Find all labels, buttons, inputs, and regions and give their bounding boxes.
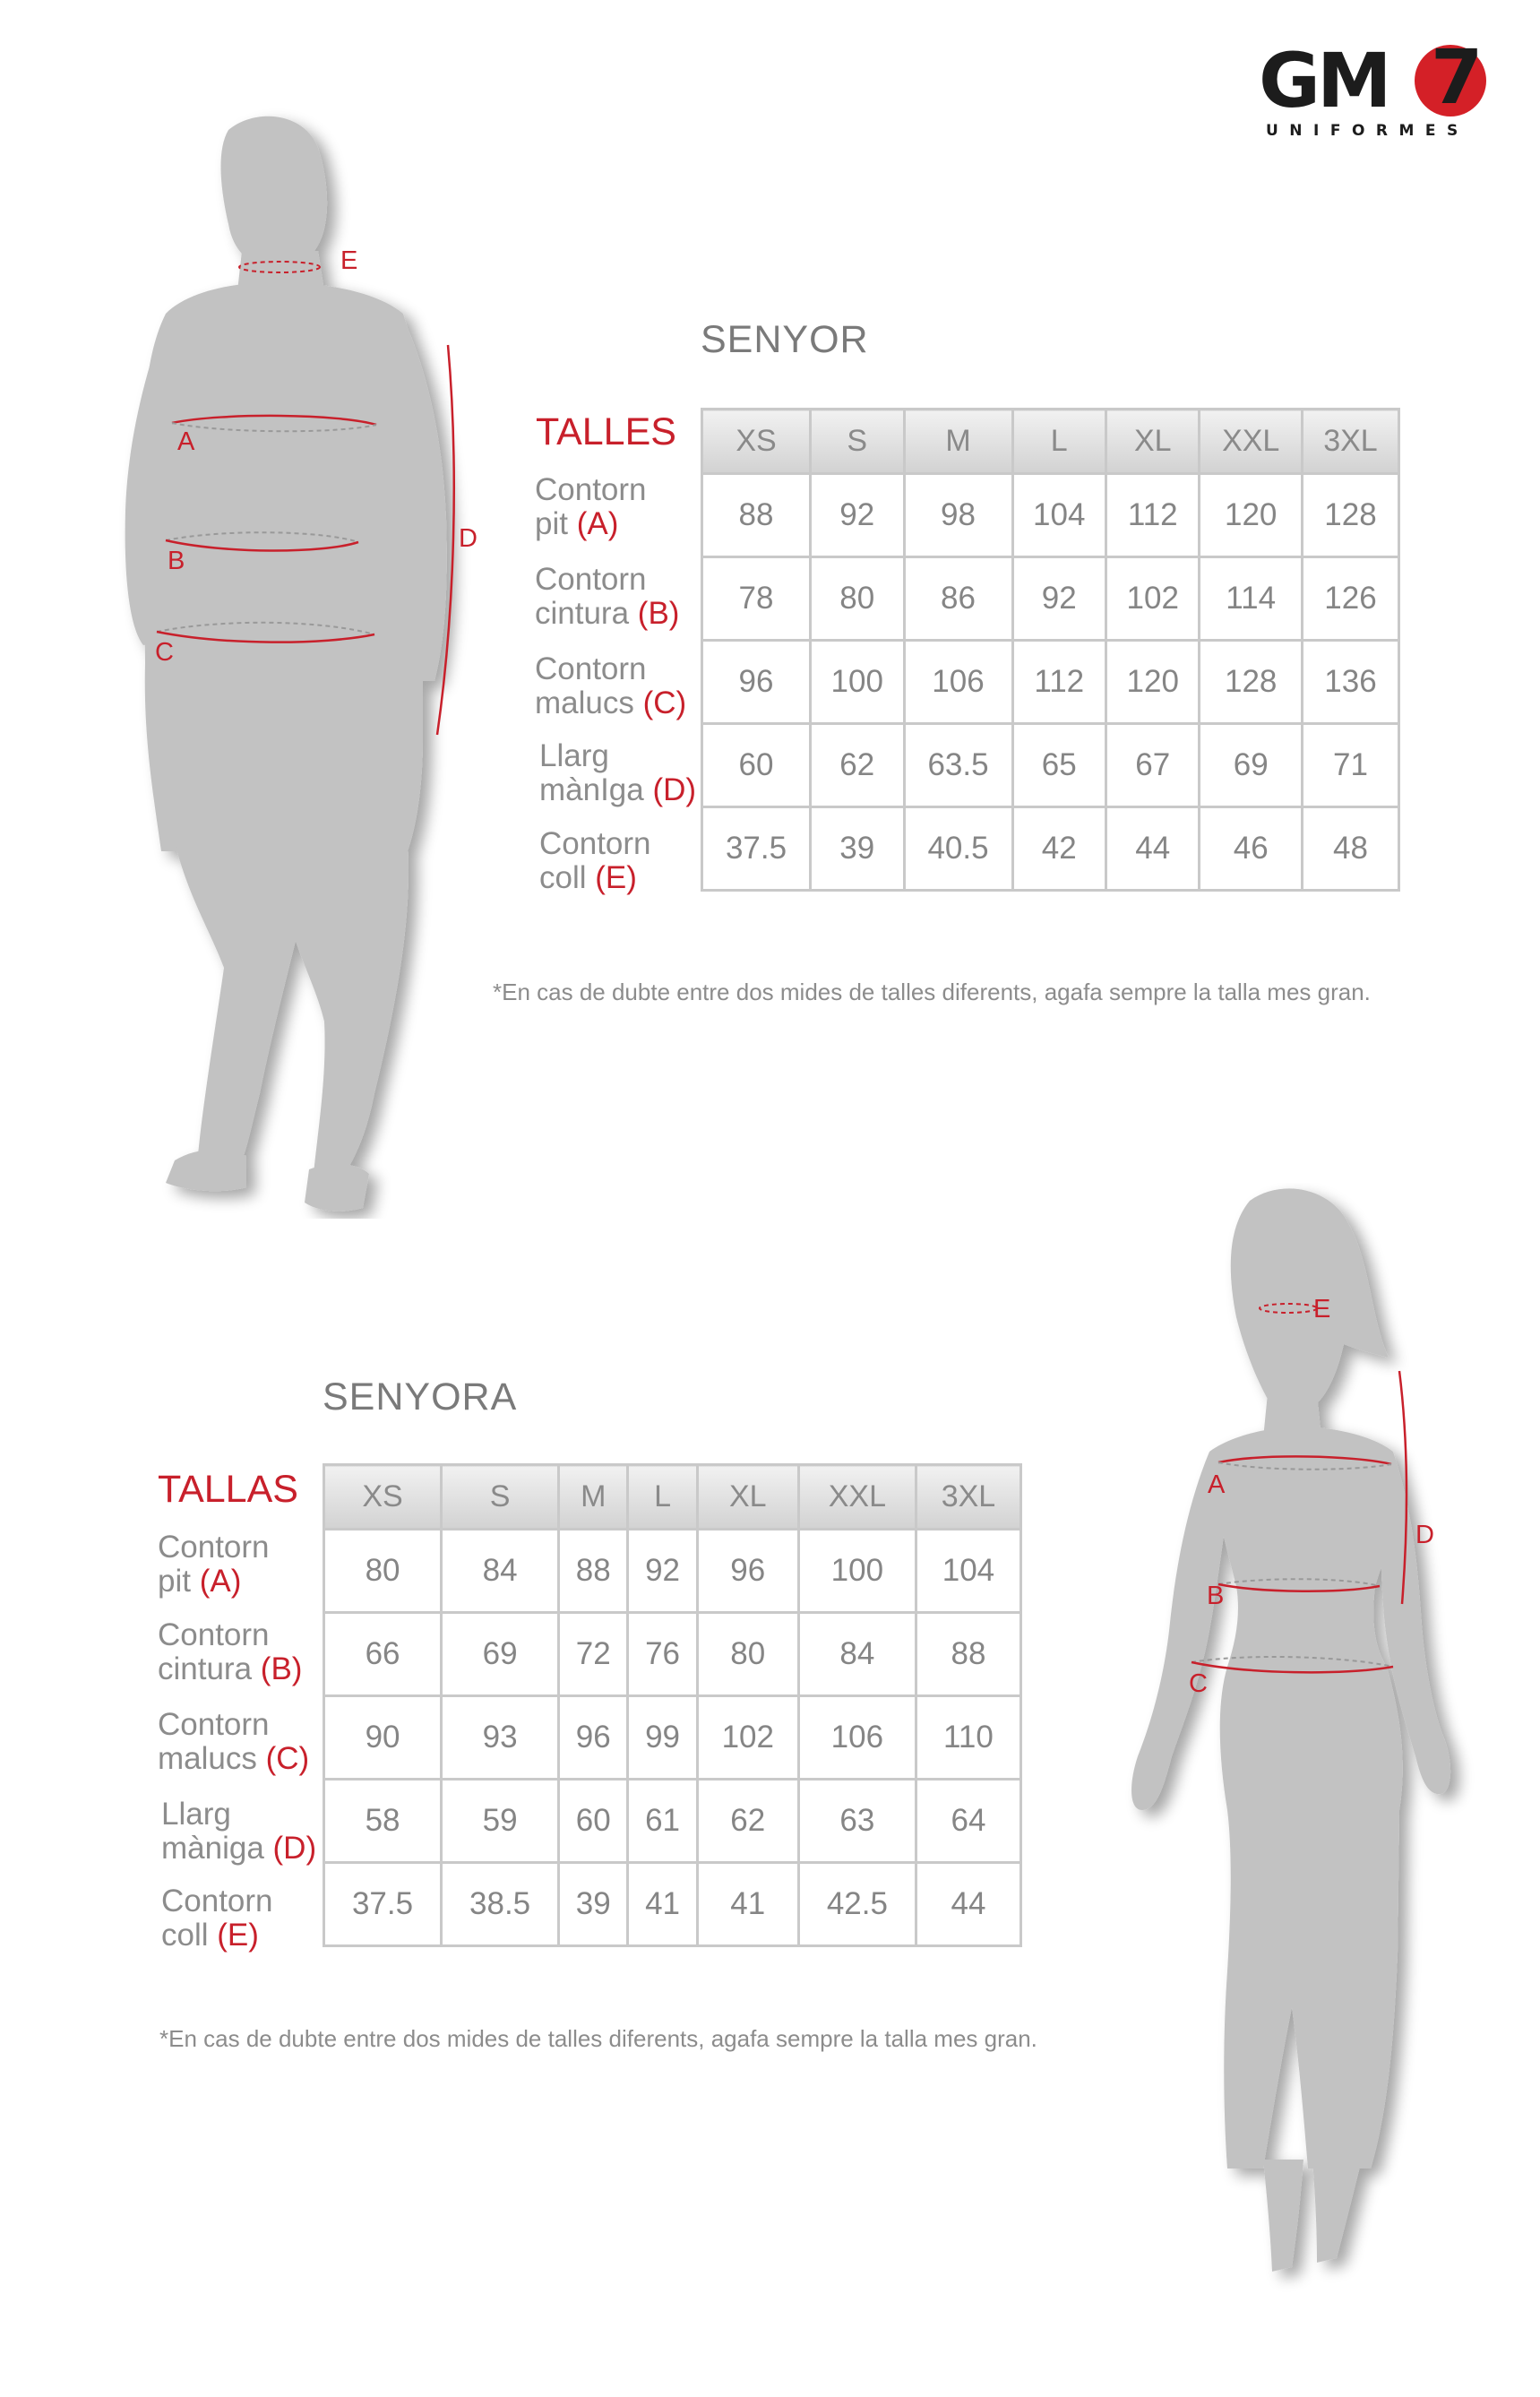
women-sizes-label: TALLAS (158, 1468, 298, 1511)
table-cell: 71 (1302, 724, 1398, 807)
table-cell: 42.5 (798, 1863, 916, 1946)
table-cell: 41 (697, 1863, 798, 1946)
women-size-table (323, 1463, 1022, 1947)
logo-gm-text: GM (1259, 37, 1389, 125)
table-cell: 104 (916, 1530, 1020, 1613)
male-figure-illustration (90, 108, 520, 1219)
female-label-b: B (1207, 1582, 1225, 1610)
women-col-l: L (628, 1465, 697, 1530)
table-cell: 37.5 (702, 807, 811, 891)
table-cell: 92 (811, 474, 904, 557)
table-cell: 96 (702, 641, 811, 724)
male-label-d: D (459, 524, 477, 553)
women-col-xl: XL (697, 1465, 798, 1530)
women-col-s: S (442, 1465, 559, 1530)
table-cell: 106 (904, 641, 1012, 724)
male-label-e: E (340, 246, 358, 275)
table-row (702, 474, 1399, 557)
women-row-label-sleeve: Llarg màniga (D) (161, 1797, 317, 1866)
table-cell: 62 (697, 1780, 798, 1863)
table-cell: 65 (1012, 724, 1106, 807)
table-cell: 96 (697, 1530, 798, 1613)
men-col-l: L (1012, 410, 1106, 474)
female-label-e: E (1313, 1295, 1331, 1324)
table-cell: 76 (628, 1613, 697, 1696)
women-col-3xl: 3XL (916, 1465, 1020, 1530)
table-cell: 40.5 (904, 807, 1012, 891)
men-section-title: SENYOR (701, 318, 869, 361)
logo-seven-badge: 7 (1415, 45, 1486, 116)
female-label-d: D (1415, 1521, 1434, 1549)
table-cell: 69 (1200, 724, 1302, 807)
men-col-xxl: XXL (1200, 410, 1302, 474)
men-col-xl: XL (1106, 410, 1200, 474)
table-row (702, 724, 1399, 807)
table-cell: 126 (1302, 557, 1398, 641)
table-cell: 78 (702, 557, 811, 641)
table-cell: 64 (916, 1780, 1020, 1863)
table-cell: 90 (324, 1696, 442, 1780)
women-row-label-waist: Contorn cintura (B) (158, 1617, 303, 1686)
logo-subtitle: UNIFORMES (1266, 122, 1469, 140)
table-row (324, 1613, 1021, 1696)
men-row-label-waist: Contorn cintura (B) (535, 562, 680, 631)
table-row (324, 1863, 1021, 1946)
women-col-xxl: XXL (798, 1465, 916, 1530)
table-cell: 58 (324, 1780, 442, 1863)
table-cell: 39 (811, 807, 904, 891)
female-label-a: A (1208, 1470, 1226, 1499)
table-cell: 88 (702, 474, 811, 557)
men-row-label-sleeve: Llarg mànIga (D) (539, 738, 697, 807)
table-cell: 88 (916, 1613, 1020, 1696)
table-cell: 63.5 (904, 724, 1012, 807)
table-cell: 80 (697, 1613, 798, 1696)
table-cell: 102 (1106, 557, 1200, 641)
men-col-3xl: 3XL (1302, 410, 1398, 474)
female-label-c: C (1189, 1669, 1208, 1698)
women-header-row (324, 1465, 1021, 1530)
table-cell: 86 (904, 557, 1012, 641)
table-cell: 60 (559, 1780, 628, 1863)
table-cell: 88 (559, 1530, 628, 1613)
women-size-note: *En cas de dubte entre dos mides de talles diferents, agafa sempre la talla mes gran. (159, 2025, 1037, 2052)
male-label-b: B (168, 547, 185, 575)
men-size-note: *En cas de dubte entre dos mides de talles diferents, agafa sempre la talla mes gran. (493, 979, 1371, 1005)
table-cell: 80 (811, 557, 904, 641)
men-col-m: M (904, 410, 1012, 474)
table-cell: 136 (1302, 641, 1398, 724)
table-cell: 48 (1302, 807, 1398, 891)
table-cell: 112 (1012, 641, 1106, 724)
women-section-title: SENYORA (323, 1375, 518, 1418)
table-cell: 84 (798, 1613, 916, 1696)
table-cell: 112 (1106, 474, 1200, 557)
table-row (324, 1530, 1021, 1613)
male-label-c: C (155, 638, 174, 667)
table-cell: 104 (1012, 474, 1106, 557)
men-col-s: S (811, 410, 904, 474)
table-row (324, 1780, 1021, 1863)
table-cell: 106 (798, 1696, 916, 1780)
table-row (702, 557, 1399, 641)
table-cell: 128 (1200, 641, 1302, 724)
table-cell: 46 (1200, 807, 1302, 891)
table-cell: 66 (324, 1613, 442, 1696)
women-row-label-chest: Contorn pit (A) (158, 1530, 270, 1599)
table-cell: 80 (324, 1530, 442, 1613)
table-cell: 96 (559, 1696, 628, 1780)
table-cell: 92 (1012, 557, 1106, 641)
men-sizes-label: TALLES (536, 410, 676, 453)
female-figure-illustration (1102, 1183, 1478, 2312)
table-cell: 128 (1302, 474, 1398, 557)
men-header-row (702, 410, 1399, 474)
men-size-table (701, 408, 1400, 892)
table-cell: 63 (798, 1780, 916, 1863)
table-cell: 100 (798, 1530, 916, 1613)
table-cell: 92 (628, 1530, 697, 1613)
men-row-label-neck: Contorn coll (E) (539, 826, 651, 895)
women-col-m: M (559, 1465, 628, 1530)
table-row (324, 1696, 1021, 1780)
table-cell: 59 (442, 1780, 559, 1863)
table-cell: 67 (1106, 724, 1200, 807)
table-cell: 102 (697, 1696, 798, 1780)
women-row-label-hips: Contorn malucs (C) (158, 1707, 310, 1776)
table-cell: 60 (702, 724, 811, 807)
women-row-label-neck: Contorn coll (E) (161, 1884, 273, 1953)
table-cell: 44 (916, 1863, 1020, 1946)
brand-logo (1259, 33, 1492, 151)
table-row (702, 641, 1399, 724)
table-cell: 61 (628, 1780, 697, 1863)
table-cell: 41 (628, 1863, 697, 1946)
table-cell: 98 (904, 474, 1012, 557)
table-cell: 62 (811, 724, 904, 807)
men-col-xs: XS (702, 410, 811, 474)
men-row-label-hips: Contorn malucs (C) (535, 651, 687, 720)
male-label-a: A (177, 427, 195, 456)
table-cell: 84 (442, 1530, 559, 1613)
table-cell: 38.5 (442, 1863, 559, 1946)
table-cell: 99 (628, 1696, 697, 1780)
table-cell: 44 (1106, 807, 1200, 891)
table-cell: 114 (1200, 557, 1302, 641)
men-row-label-chest: Contorn pit (A) (535, 472, 647, 541)
table-cell: 72 (559, 1613, 628, 1696)
table-cell: 42 (1012, 807, 1106, 891)
table-cell: 39 (559, 1863, 628, 1946)
table-cell: 120 (1106, 641, 1200, 724)
table-cell: 120 (1200, 474, 1302, 557)
table-cell: 37.5 (324, 1863, 442, 1946)
women-col-xs: XS (324, 1465, 442, 1530)
table-cell: 100 (811, 641, 904, 724)
table-cell: 69 (442, 1613, 559, 1696)
table-cell: 110 (916, 1696, 1020, 1780)
table-cell: 93 (442, 1696, 559, 1780)
table-row (702, 807, 1399, 891)
